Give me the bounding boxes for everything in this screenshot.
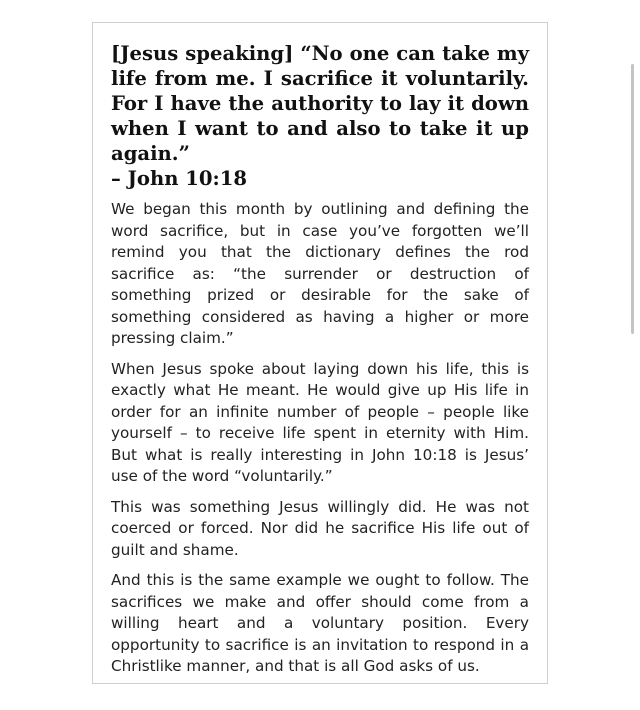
scripture-quote (111, 41, 529, 191)
body-paragraph-2: When Jesus spoke about laying down his life, this is exactly what He meant. He would give up His life in order for an infinite number of people – people like yourself – to receive life spent in eternity with Him. But what is really interesting in John 10:18 is Jesus’ use of the word “voluntarily.” (111, 359, 529, 485)
scripture-quote-text: [Jesus speaking] “No one can take my life from me. I sacrifice it voluntarily. For I have the authority to lay it down when I want to and also to take it up again.” (111, 42, 529, 165)
scripture-reference: – John 10:18 (111, 167, 248, 190)
body-paragraph-1: We began this month by outlining and defining the word sacrifice, but in case you’ve forgotten we’ll remind you that the dictionary defines the rod sacrifice as: “the surrender or destruction of something prized or desirable for the sake of something considered as having a higher or more pressing claim.” (111, 200, 529, 347)
devotional-card (92, 22, 548, 684)
body-paragraph-4: And this is the same example we ought to follow. The sacrifices we make and offer should come from a willing heart and a voluntary position. Every opportunity to sacrifice is an invitation to respond in a Christlike manner, and that is all God asks of us. (111, 571, 529, 675)
vertical-scrollbar[interactable] (631, 64, 634, 334)
body-paragraph-3: This was something Jesus willingly did. He was not coerced or forced. Nor did he sacrifice His life out of guilt and shame. (111, 497, 529, 559)
